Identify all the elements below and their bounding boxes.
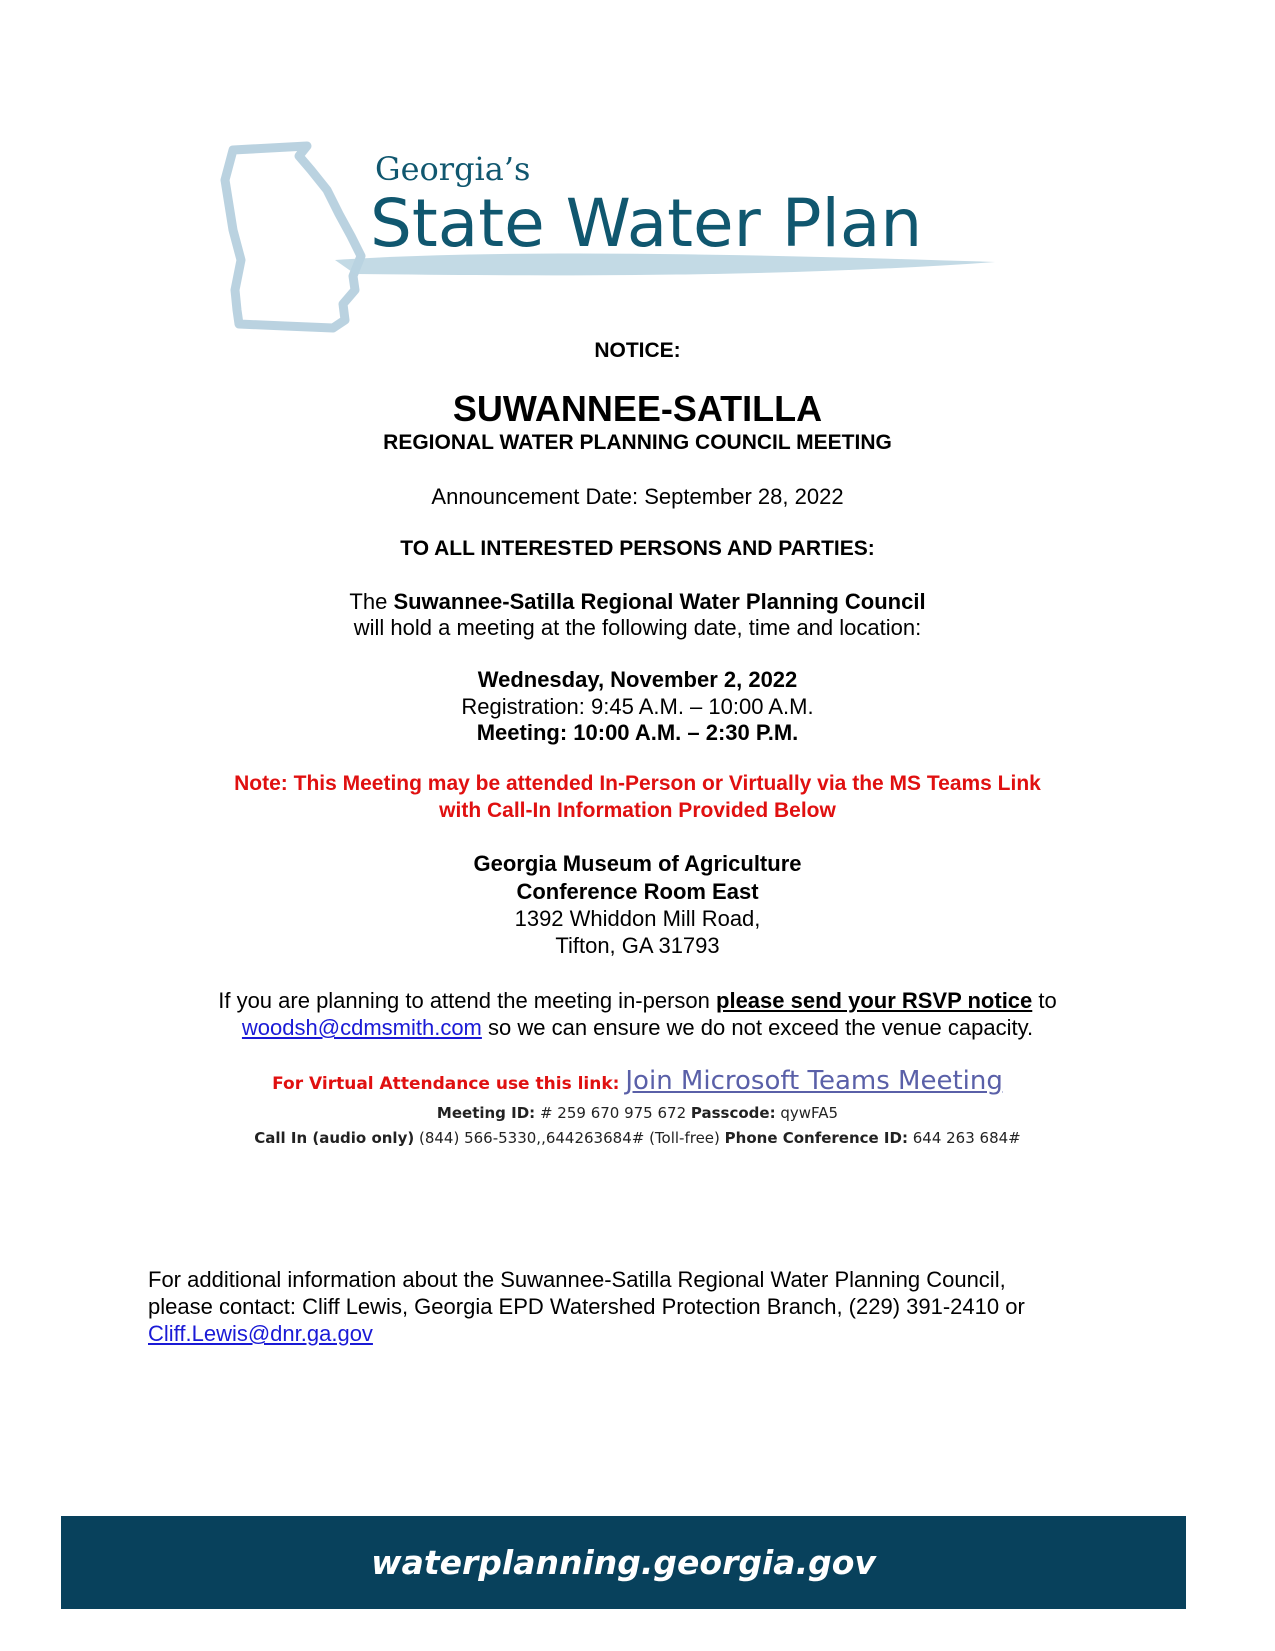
intro-prefix: The: [349, 589, 394, 614]
logo-line-georgias: Georgia’s: [375, 150, 531, 188]
registration-time: Registration: 9:45 A.M. – 10:00 A.M.: [461, 694, 814, 719]
intro-line-1: [0, 589, 1275, 615]
meeting-time: Meeting: 10:00 A.M. – 2:30 P.M.: [476, 720, 799, 745]
meeting-id-value: # 259 670 975 672: [535, 1104, 691, 1122]
virtual-label: For Virtual Attendance use this link:: [272, 1074, 626, 1094]
meeting-date: Wednesday, November 2, 2022: [477, 667, 798, 692]
footer-banner: [61, 1516, 1186, 1609]
georgia-map-icon: [225, 146, 361, 328]
greeting: TO ALL INTERESTED PERSONS AND PARTIES:: [400, 537, 875, 560]
rsvp-email-link[interactable]: woodsh@cdmsmith.com: [241, 1015, 482, 1040]
conference-id-value: 644 263 684#: [907, 1129, 1021, 1147]
call-in-label: Call In (audio only): [254, 1129, 415, 1147]
state-water-plan-logo: [215, 140, 1045, 355]
rsvp-capacity-text: so we can ensure we do not exceed the venue capacity.: [481, 1015, 1034, 1040]
rsvp-line-2: [0, 1015, 1275, 1041]
conference-id-label: Phone Conference ID:: [724, 1129, 908, 1147]
virtual-attendance-line: [0, 1066, 1275, 1096]
rsvp-prefix: If you are planning to attend the meeting in-person: [218, 988, 717, 1013]
rsvp-suffix: to: [1032, 988, 1057, 1013]
call-in-value: (844) 566-5330,,644263684# (Toll-free): [414, 1129, 725, 1147]
intro-line-2: will hold a meeting at the following date, time and location:: [353, 615, 922, 640]
notice-label: NOTICE:: [594, 339, 681, 362]
room-name: Conference Room East: [516, 879, 759, 904]
venue-name: Georgia Museum of Agriculture: [473, 851, 802, 876]
logo-line-state-water-plan: State Water Plan: [370, 185, 923, 262]
contact-line-2: please contact: Cliff Lewis, Georgia EPD Watershed Protection Branch, (229) 391-2410 or: [148, 1294, 1025, 1319]
council-subtitle: REGIONAL WATER PLANNING COUNCIL MEETING: [383, 431, 892, 454]
call-in-line: [0, 1129, 1275, 1147]
contact-info: [148, 1266, 1025, 1347]
teams-meeting-link[interactable]: Join Microsoft Teams Meeting: [625, 1066, 1003, 1096]
passcode-value: qywFA5: [775, 1104, 839, 1122]
contact-line-1: For additional information about the Suwannee-Satilla Regional Water Planning Council,: [148, 1267, 1006, 1292]
announcement-date: Announcement Date: September 28, 2022: [431, 484, 844, 509]
city-address: Tifton, GA 31793: [555, 933, 720, 958]
council-name: Suwannee-Satilla Regional Water Planning Council: [393, 589, 926, 614]
meeting-id-line: [0, 1104, 1275, 1122]
rsvp-line-1: [0, 988, 1275, 1014]
meeting-id-label: Meeting ID:: [436, 1104, 536, 1122]
contact-email-link[interactable]: Cliff.Lewis@dnr.ga.gov: [148, 1321, 373, 1346]
footer-url[interactable]: waterplanning.georgia.gov: [371, 1543, 876, 1582]
street-address: 1392 Whiddon Mill Road,: [514, 906, 761, 931]
council-title: SUWANNEE-SATILLA: [452, 388, 823, 429]
note-line-1: Note: This Meeting may be attended In-Person or Virtually via the MS Teams Link: [234, 772, 1041, 795]
passcode-label: Passcode:: [690, 1104, 776, 1122]
rsvp-emphasis: please send your RSVP notice: [716, 988, 1033, 1013]
note-line-2: with Call-In Information Provided Below: [439, 799, 836, 822]
